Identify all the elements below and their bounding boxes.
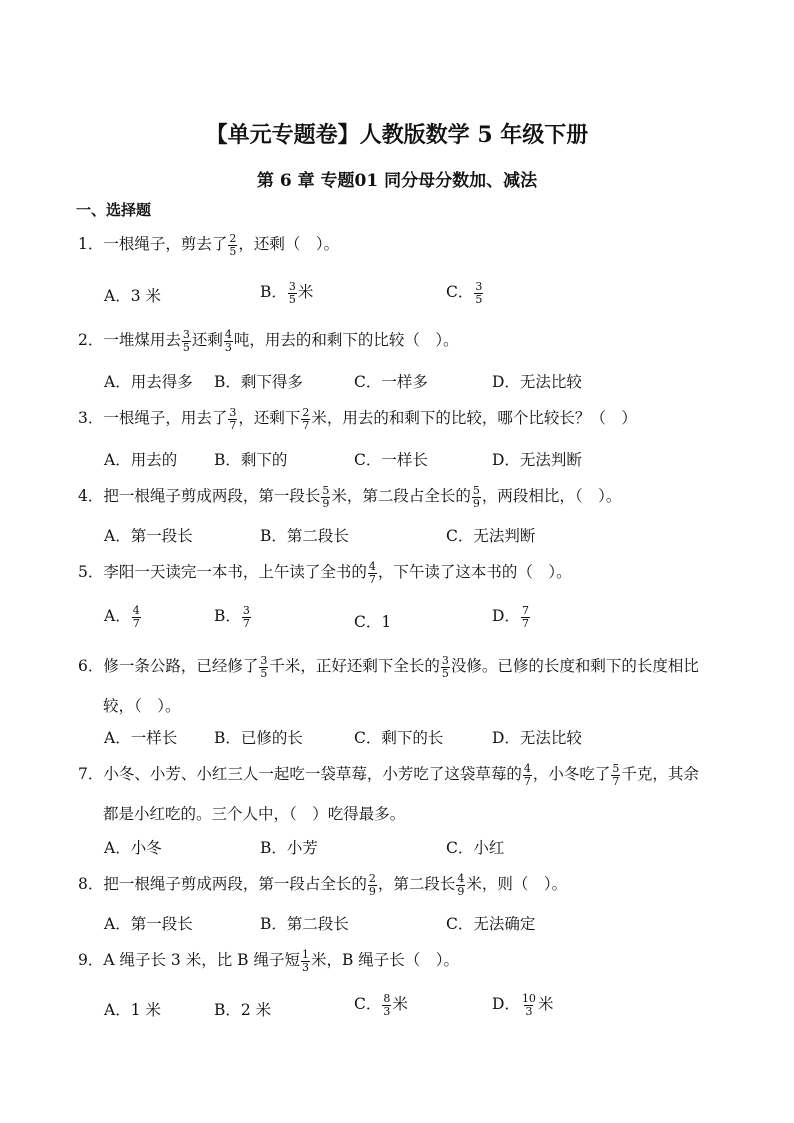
- q6-option-c[interactable]: C．剩下的长: [354, 729, 444, 747]
- question-3: 3．一根绳子，用去了 $\frac{3}{7}$ ，还剩下 $\frac{2}{7}$ 米，用去的和剩下的比较，哪个比较长？（ ）: [78, 405, 637, 432]
- q1-option-c[interactable]: C． $\frac{3}{5}$: [446, 279, 483, 306]
- q3-option-d[interactable]: D．无法判断: [492, 451, 582, 469]
- q6-option-d[interactable]: D．无法比较: [492, 729, 582, 747]
- question-9: 9．A 绳子长 3 米，比 B 绳子短 $\frac{1}{3}$ 米，B 绳子长（ ）。: [78, 947, 460, 974]
- fraction: $\frac{5}{9}$: [472, 483, 480, 510]
- q3-option-c[interactable]: C．一样长: [354, 451, 428, 469]
- fraction: $\frac{1}{3}$: [301, 947, 309, 974]
- fraction: $\frac{3}{5}$: [260, 653, 268, 680]
- q4-option-a[interactable]: A．第一段长: [104, 527, 193, 545]
- q3-option-b[interactable]: B．剩下的: [214, 451, 288, 469]
- question-2: 2．一堆煤用去 $\frac{3}{5}$ 还剩 $\frac{4}{3}$ 吨，用去的和剩下的比较（ ）。: [78, 327, 459, 354]
- fraction: $\frac{10}{3}$: [521, 991, 536, 1018]
- fraction: $\frac{3}{7}$: [242, 603, 250, 630]
- q1-option-b[interactable]: B． $\frac{3}{5}$ 米: [260, 279, 314, 306]
- q5-option-a[interactable]: A． $\frac{4}{7}$: [104, 603, 140, 630]
- q9-option-d[interactable]: D． $\frac{10}{3}$ 米: [492, 991, 554, 1018]
- section-heading: 一、选择题: [76, 201, 152, 219]
- q8-option-c[interactable]: C．无法确定: [446, 915, 536, 933]
- q4-option-c[interactable]: C．无法判断: [446, 527, 536, 545]
- q9-option-a[interactable]: A．1 米: [104, 1001, 161, 1019]
- q9-option-c[interactable]: C． $\frac{8}{3}$ 米: [354, 991, 408, 1018]
- fraction: $\frac{4}{3}$: [224, 327, 232, 354]
- question-6: 6．修一条公路，已经修了 $\frac{3}{5}$ 千米，正好还剩下全长的 $\frac{3}{5}$ 没修。已修的长度和剩下的长度相比: [78, 653, 699, 680]
- fraction: $\frac{2}{9}$: [368, 871, 376, 898]
- fraction: $\frac{4}{9}$: [457, 871, 465, 898]
- q8-option-b[interactable]: B．第二段长: [260, 915, 349, 933]
- fraction: $\frac{7}{7}$: [521, 603, 529, 630]
- fraction: $\frac{8}{3}$: [383, 991, 391, 1018]
- fraction: $\frac{3}{7}$: [229, 405, 237, 432]
- q7-option-c[interactable]: C．小红: [446, 839, 505, 857]
- q9-option-b[interactable]: B．2 米: [214, 1001, 272, 1019]
- q2-option-a[interactable]: A．用去得多: [104, 373, 193, 391]
- fraction: $\frac{4}{7}$: [368, 559, 376, 586]
- q4-option-b[interactable]: B．第二段长: [260, 527, 349, 545]
- question-1: [78, 232, 339, 258]
- q2-option-d[interactable]: D．无法比较: [492, 373, 582, 391]
- q5-option-b[interactable]: B． $\frac{3}{7}$: [214, 603, 250, 630]
- question-5: 5．李阳一天读完一本书，上午读了全书的 $\frac{4}{7}$ ，下午读了这本书的（ ）。: [78, 559, 572, 586]
- fraction: $\frac{3}{5}$: [182, 327, 190, 354]
- q2-option-b[interactable]: B．剩下得多: [214, 373, 303, 391]
- question-7-line2: 都是小红吃的。三个人中，（ ）吃得最多。: [103, 805, 406, 823]
- q8-option-a[interactable]: A．第一段长: [104, 915, 193, 933]
- fraction: $\frac{5}{9}$: [322, 483, 330, 510]
- fraction: $\frac{4}{7}$: [523, 761, 531, 788]
- q6-option-b[interactable]: B．已修的长: [214, 729, 303, 747]
- fraction: $\frac{2}{7}$: [302, 405, 310, 432]
- q5-option-c[interactable]: C．1: [354, 613, 392, 631]
- question-4: 4．把一根绳子剪成两段，第一段长 $\frac{5}{9}$ 米，第二段占全长的 $\frac{5}{9}$ ，两段相比，（ ）。: [78, 483, 622, 510]
- fraction: $\frac{4}{7}$: [132, 603, 140, 630]
- fraction: $\frac{2}{5}$: [229, 231, 237, 258]
- q1-option-a[interactable]: A．3 米: [104, 287, 161, 305]
- page-title: 【单元专题卷】人教版数学 5 年级下册: [205, 122, 589, 148]
- question-6-line2: 较，（ ）。: [103, 697, 181, 715]
- question-7: 7．小冬、小芳、小红三人一起吃一袋草莓，小芳吃了这袋草莓的 $\frac{4}{7}$ ，小冬吃了 $\frac{5}{7}$ 千克，其余: [78, 761, 699, 788]
- question-8: 8．把一根绳子剪成两段，第一段占全长的 $\frac{2}{9}$ ，第二段长 $\frac{4}{9}$ 米，则（ ）。: [78, 871, 568, 898]
- q2-option-c[interactable]: C．一样多: [354, 373, 428, 391]
- q6-option-a[interactable]: A．一样长: [104, 729, 178, 747]
- q7-option-b[interactable]: B．小芳: [260, 839, 318, 857]
- q1-text: 1．一根绳子，剪去了: [78, 235, 228, 253]
- fraction: $\frac{5}{7}$: [612, 761, 620, 788]
- page-subtitle: 第 6 章 专题01 同分母分数加、减法: [256, 171, 538, 191]
- q5-option-d[interactable]: D． $\frac{7}{7}$: [492, 603, 529, 630]
- q1-text-end: ，还剩（ ）。: [238, 235, 340, 253]
- q3-option-a[interactable]: A．用去的: [104, 451, 178, 469]
- fraction: $\frac{3}{5}$: [475, 279, 483, 306]
- fraction: $\frac{3}{5}$: [288, 279, 296, 306]
- q7-option-a[interactable]: A．小冬: [104, 839, 162, 857]
- fraction: $\frac{3}{5}$: [441, 653, 449, 680]
